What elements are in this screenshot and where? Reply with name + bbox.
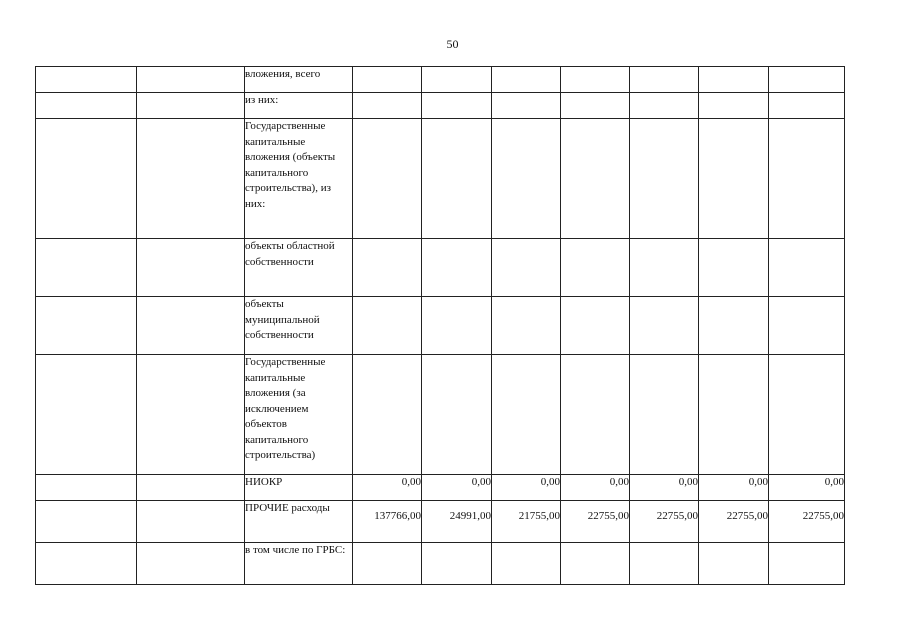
table-row bbox=[36, 239, 845, 297]
value-cell: 0,00 bbox=[561, 475, 630, 501]
value-cell bbox=[561, 67, 630, 93]
value-cell bbox=[422, 239, 492, 297]
value-cell bbox=[422, 543, 492, 585]
value-cell: 0,00 bbox=[769, 475, 845, 501]
row-label: НИОКР bbox=[245, 475, 353, 501]
value-cell bbox=[353, 119, 422, 239]
value-cell bbox=[699, 67, 769, 93]
code-cell bbox=[36, 355, 137, 475]
value-cell bbox=[492, 297, 561, 355]
value-cell bbox=[630, 67, 699, 93]
value-cell bbox=[699, 119, 769, 239]
row-label: вложения, всего bbox=[245, 67, 353, 93]
value-cell bbox=[699, 543, 769, 585]
name-cell bbox=[137, 239, 245, 297]
value-cell bbox=[699, 93, 769, 119]
name-cell bbox=[137, 543, 245, 585]
table-row bbox=[36, 119, 845, 239]
value-cell bbox=[353, 543, 422, 585]
name-cell bbox=[137, 119, 245, 239]
page-number: 50 bbox=[446, 37, 459, 51]
value-cell: 22755,00 bbox=[769, 501, 845, 543]
table-row bbox=[36, 501, 845, 543]
name-cell bbox=[137, 297, 245, 355]
value-cell: 24991,00 bbox=[422, 501, 492, 543]
table-row bbox=[36, 475, 845, 501]
value-cell bbox=[699, 239, 769, 297]
value-cell bbox=[492, 355, 561, 475]
value-cell bbox=[422, 119, 492, 239]
value-cell bbox=[769, 239, 845, 297]
value-cell bbox=[630, 119, 699, 239]
name-cell bbox=[137, 93, 245, 119]
value-cell: 22755,00 bbox=[699, 501, 769, 543]
value-cell: 0,00 bbox=[699, 475, 769, 501]
value-cell bbox=[699, 355, 769, 475]
value-cell bbox=[353, 355, 422, 475]
value-cell bbox=[769, 67, 845, 93]
value-cell bbox=[492, 239, 561, 297]
code-cell bbox=[36, 239, 137, 297]
value-cell: 22755,00 bbox=[630, 501, 699, 543]
value-cell bbox=[699, 297, 769, 355]
code-cell bbox=[36, 93, 137, 119]
value-cell bbox=[561, 93, 630, 119]
table-row bbox=[36, 67, 845, 93]
row-label: из них: bbox=[245, 93, 353, 119]
value-cell bbox=[630, 93, 699, 119]
table-row bbox=[36, 297, 845, 355]
value-cell: 0,00 bbox=[492, 475, 561, 501]
value-cell bbox=[630, 543, 699, 585]
value-cell bbox=[422, 297, 492, 355]
value-cell bbox=[353, 297, 422, 355]
value-cell: 0,00 bbox=[422, 475, 492, 501]
name-cell bbox=[137, 355, 245, 475]
value-cell bbox=[561, 239, 630, 297]
value-cell bbox=[561, 119, 630, 239]
table-row bbox=[36, 355, 845, 475]
code-cell bbox=[36, 119, 137, 239]
row-label: в том числе по ГРБС: bbox=[245, 543, 353, 585]
value-cell bbox=[492, 67, 561, 93]
value-cell bbox=[353, 239, 422, 297]
value-cell: 22755,00 bbox=[561, 501, 630, 543]
row-label: объекты муниципальной собственности bbox=[245, 297, 353, 355]
code-cell bbox=[36, 543, 137, 585]
value-cell: 0,00 bbox=[353, 475, 422, 501]
value-cell: 137766,00 bbox=[353, 501, 422, 543]
value-cell bbox=[422, 355, 492, 475]
code-cell bbox=[36, 475, 137, 501]
value-cell: 0,00 bbox=[630, 475, 699, 501]
row-label: объекты областной собственности bbox=[245, 239, 353, 297]
row-label: ПРОЧИЕ расходы bbox=[245, 501, 353, 543]
value-cell bbox=[353, 67, 422, 93]
value-cell bbox=[769, 355, 845, 475]
budget-table bbox=[35, 66, 845, 585]
row-label: Государственные капитальные вложения (объекты капитального строительства), из них: bbox=[245, 119, 353, 239]
value-cell bbox=[492, 119, 561, 239]
value-cell bbox=[630, 355, 699, 475]
value-cell: 21755,00 bbox=[492, 501, 561, 543]
code-cell bbox=[36, 501, 137, 543]
table-row bbox=[36, 543, 845, 585]
table-row bbox=[36, 93, 845, 119]
name-cell bbox=[137, 67, 245, 93]
value-cell bbox=[422, 93, 492, 119]
name-cell bbox=[137, 501, 245, 543]
code-cell bbox=[36, 297, 137, 355]
value-cell bbox=[492, 93, 561, 119]
value-cell bbox=[492, 543, 561, 585]
value-cell bbox=[769, 119, 845, 239]
code-cell bbox=[36, 67, 137, 93]
value-cell bbox=[630, 239, 699, 297]
value-cell bbox=[769, 543, 845, 585]
value-cell bbox=[561, 297, 630, 355]
value-cell bbox=[561, 355, 630, 475]
value-cell bbox=[561, 543, 630, 585]
value-cell bbox=[769, 297, 845, 355]
value-cell bbox=[353, 93, 422, 119]
name-cell bbox=[137, 475, 245, 501]
value-cell bbox=[630, 297, 699, 355]
value-cell bbox=[769, 93, 845, 119]
row-label: Государственные капитальные вложения (за исключением объектов капитального строительства) bbox=[245, 355, 353, 475]
value-cell bbox=[422, 67, 492, 93]
